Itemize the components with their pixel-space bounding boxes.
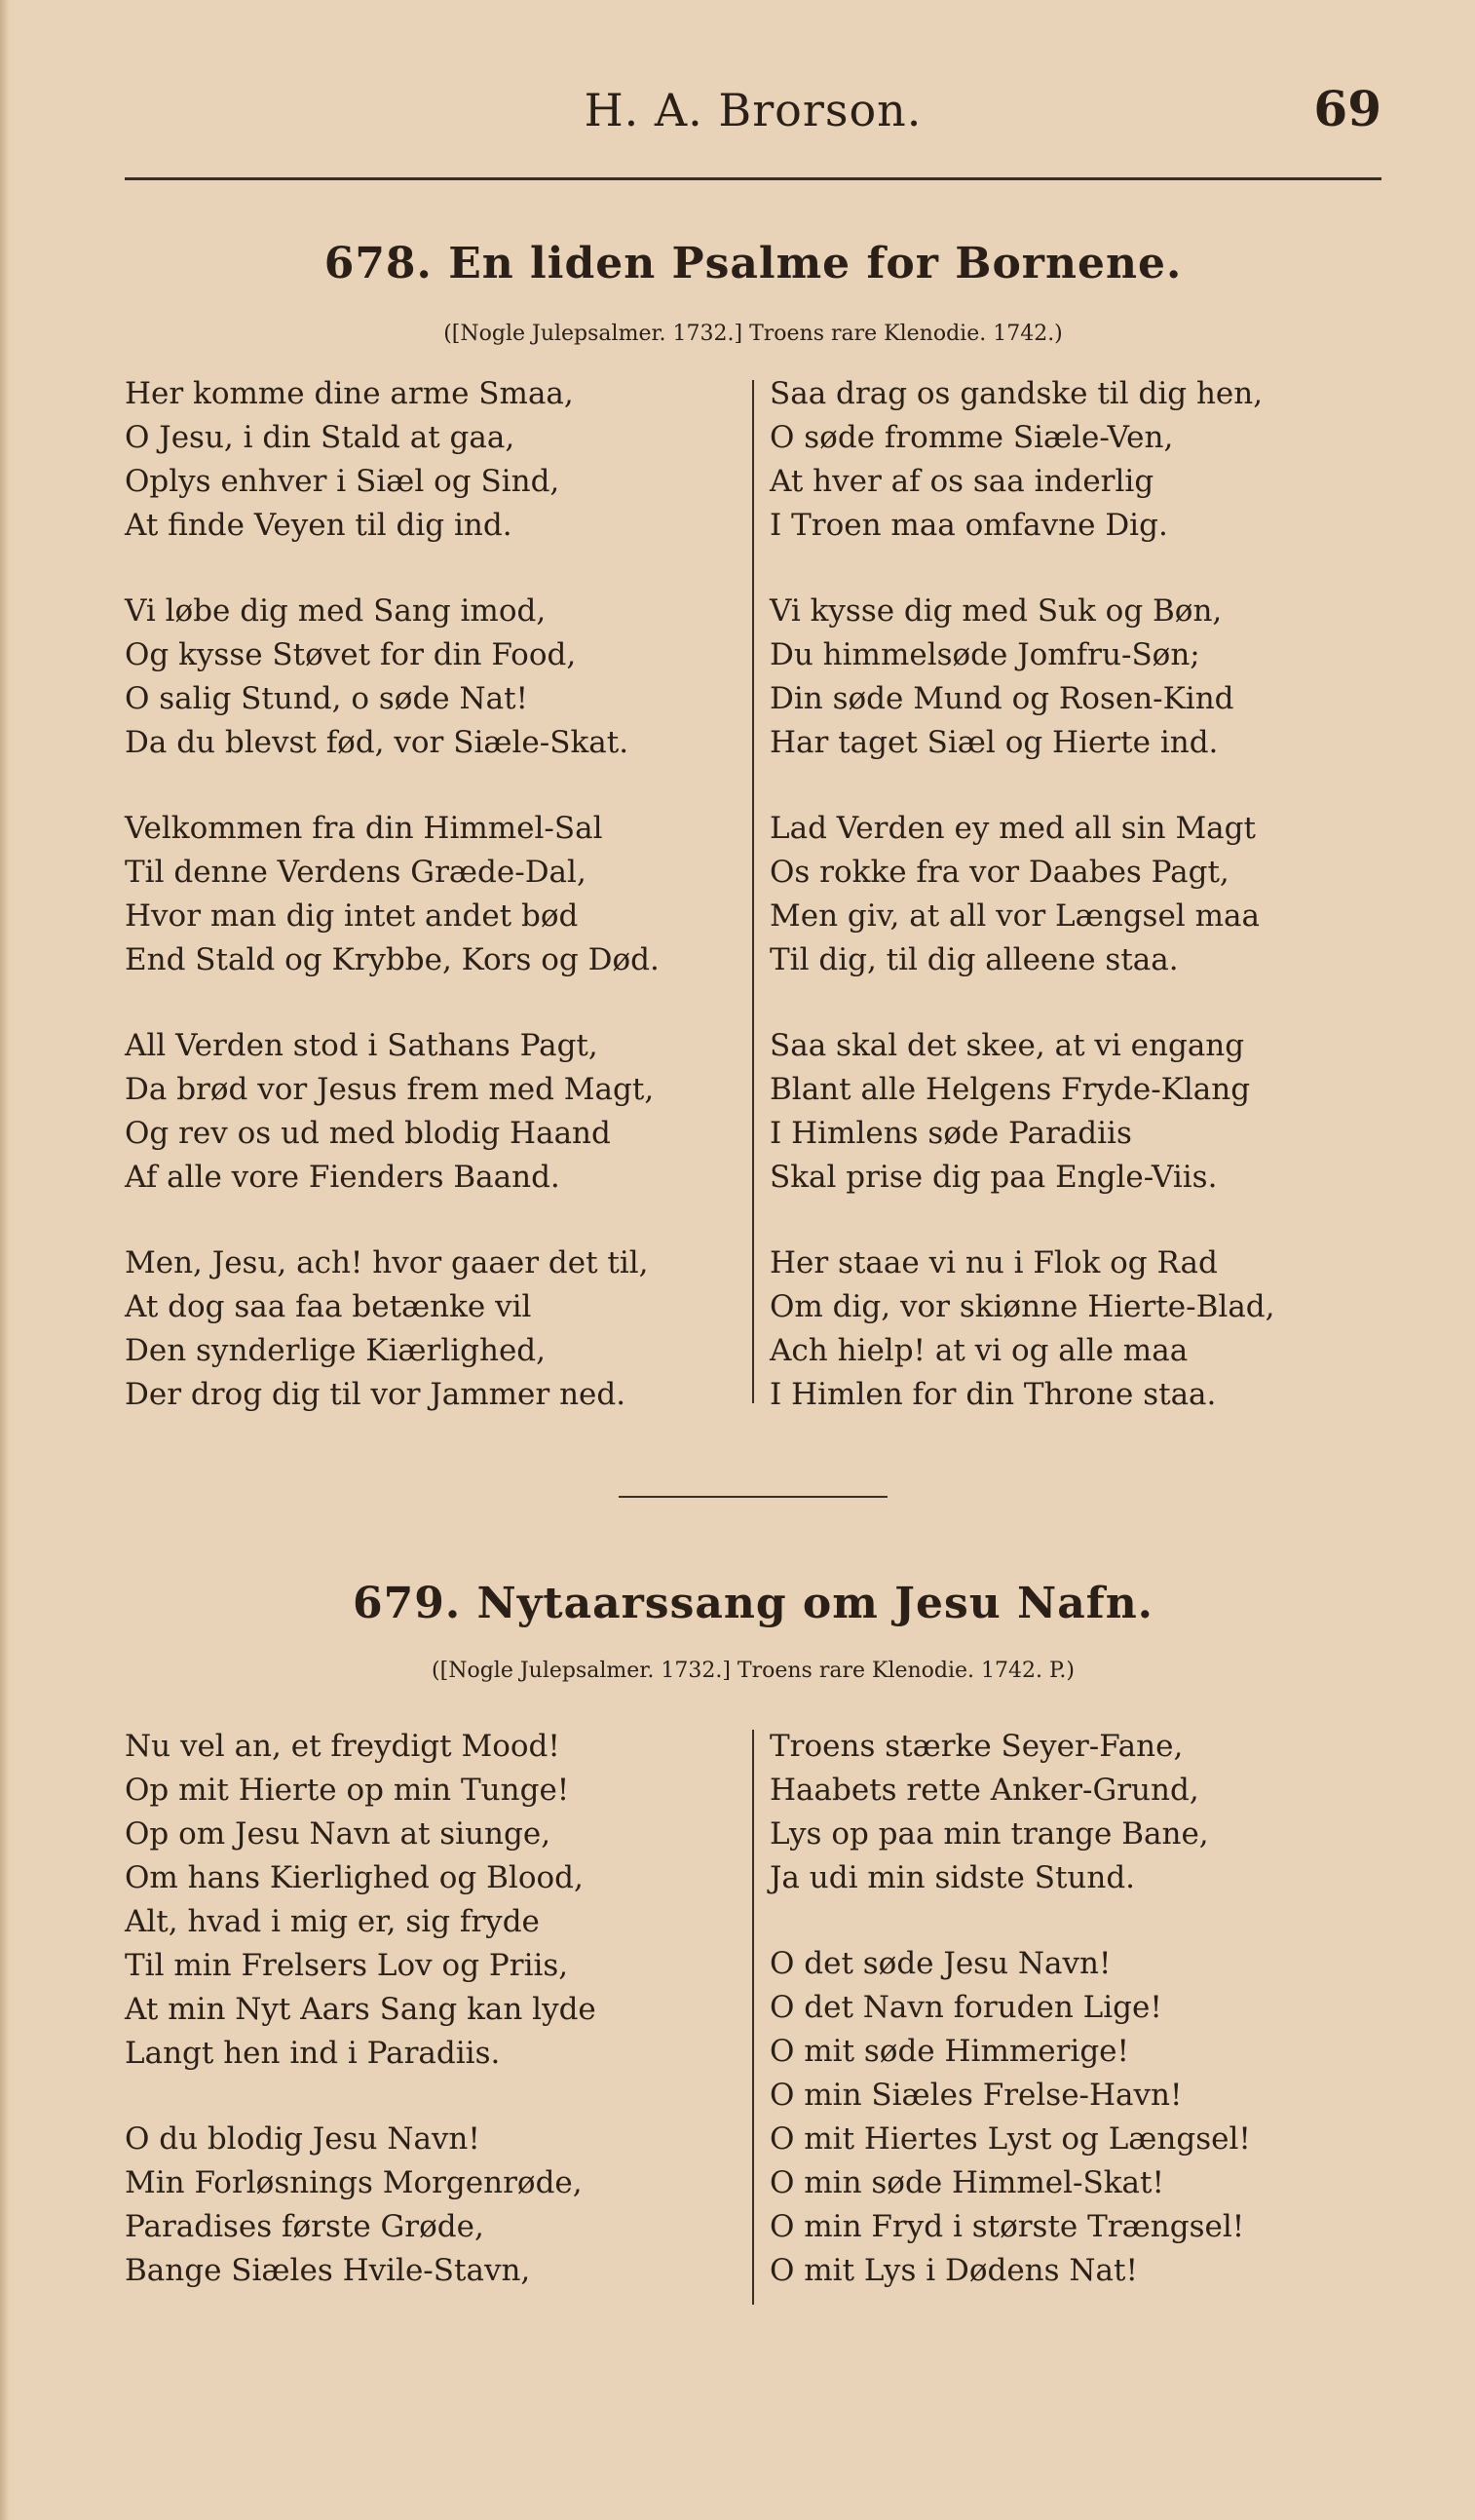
hymn-679-sources: ([Nogle Julepsalmer. 1732.] Troens rare Klenodie. 1742. P.): [432, 1659, 1075, 1683]
column-divider: [752, 380, 754, 1403]
verse-line: Til min Frelsers Lov og Priis,: [125, 1948, 569, 1983]
verse-line: Saa drag os gandske til dig hen,: [770, 376, 1264, 411]
verse-line: Den synderlige Kiærlighed,: [125, 1333, 547, 1368]
hymn-title: Nytaarssang om Jesu Nafn.: [476, 1579, 1154, 1628]
page-edge: [0, 0, 10, 2520]
verse-line: Op mit Hierte op min Tunge!: [125, 1773, 570, 1808]
verse-line: I Troen maa omfavne Dig.: [770, 508, 1168, 543]
verse-line: O mit søde Himmerige!: [770, 2034, 1129, 2069]
verse-line: Her staae vi nu i Flok og Rad: [770, 1245, 1218, 1280]
stanza: [770, 807, 1275, 982]
verse-line: Bange Siæles Hvile-Stavn,: [125, 2253, 531, 2288]
verse-line: Lad Verden ey med all sin Magt: [770, 811, 1256, 846]
verse-line: I Himlen for din Throne staa.: [770, 1377, 1217, 1412]
verse-line: Af alle vore Fienders Baand.: [125, 1160, 560, 1195]
hymn-number: 679.: [352, 1579, 462, 1628]
verse-line: O min søde Himmel-Skat!: [770, 2165, 1164, 2200]
verse-line: All Verden stod i Sathans Pagt,: [125, 1028, 598, 1063]
verse-line: Os rokke fra vor Daabes Pagt,: [770, 855, 1229, 890]
verse-line: Her komme dine arme Smaa,: [125, 376, 574, 411]
header-rule: [125, 177, 1381, 180]
verse-line: O du blodig Jesu Navn!: [125, 2121, 480, 2157]
verse-line: O søde fromme Siæle-Ven,: [770, 420, 1174, 455]
verse-line: O mit Lys i Dødens Nat!: [770, 2253, 1138, 2288]
verse-line: Da brød vor Jesus frem med Magt,: [125, 1072, 655, 1107]
stanza: [125, 807, 660, 982]
verse-line: Op om Jesu Navn at siunge,: [125, 1816, 551, 1852]
verse-line: Om hans Kierlighed og Blood,: [125, 1860, 584, 1895]
verse-line: Alt, hvad i mig er, sig fryde: [125, 1904, 540, 1939]
verse-line: Troens stærke Seyer-Fane,: [770, 1729, 1184, 1764]
hymn-679-right-column: [770, 1725, 1251, 2293]
verse-line: Vi kysse dig med Suk og Bøn,: [770, 593, 1223, 629]
stanza: [770, 1241, 1275, 1417]
verse-line: O Jesu, i din Stald at gaa,: [125, 420, 515, 455]
hymn-679-left-column: [125, 1725, 596, 2293]
verse-line: At dog saa faa betænke vil: [125, 1289, 532, 1324]
verse-line: Lys op paa min trange Bane,: [770, 1816, 1209, 1852]
stanza: [125, 1725, 596, 2076]
verse-line: O min Siæles Frelse-Havn!: [770, 2078, 1183, 2113]
column-divider: [752, 1730, 754, 2305]
verse-line: Til denne Verdens Græde-Dal,: [125, 855, 586, 890]
verse-line: Saa skal det skee, at vi engang: [770, 1028, 1245, 1063]
verse-line: Blant alle Helgens Fryde-Klang: [770, 1072, 1251, 1107]
verse-line: Og rev os ud med blodig Haand: [125, 1116, 611, 1151]
verse-line: Haabets rette Anker-Grund,: [770, 1773, 1199, 1808]
hymn-678-sources: ([Nogle Julepsalmer. 1732.] Troens rare Klenodie. 1742.): [443, 322, 1063, 346]
hymn-679-heading: [125, 1579, 1381, 1628]
verse-line: O salig Stund, o søde Nat!: [125, 681, 529, 716]
stanza: [770, 590, 1275, 765]
stanza: [125, 1024, 660, 1200]
verse-line: Og kysse Støvet for din Food,: [125, 637, 577, 672]
verse-line: Men giv, at all vor Længsel maa: [770, 898, 1260, 934]
verse-line: Vi løbe dig med Sang imod,: [125, 593, 547, 629]
section-divider: [619, 1496, 888, 1498]
verse-line: Skal prise dig paa Engle-Viis.: [770, 1160, 1218, 1195]
stanza: [125, 2118, 596, 2293]
verse-line: Hvor man dig intet andet bød: [125, 898, 579, 934]
verse-line: Oplys enhver i Siæl og Sind,: [125, 464, 560, 499]
verse-line: O det søde Jesu Navn!: [770, 1946, 1112, 1981]
verse-line: Nu vel an, et freydigt Mood!: [125, 1729, 560, 1764]
stanza: [770, 372, 1275, 548]
verse-line: O min Fryd i største Trængsel!: [770, 2209, 1245, 2244]
running-title: H. A. Brorson.: [584, 84, 923, 136]
verse-line: Ja udi min sidste Stund.: [770, 1860, 1136, 1895]
verse-line: O det Navn foruden Lige!: [770, 1990, 1162, 2025]
verse-line: Din søde Mund og Rosen-Kind: [770, 681, 1234, 716]
verse-line: Langt hen ind i Paradiis.: [125, 2036, 501, 2071]
verse-line: Ach hielp! at vi og alle maa: [770, 1333, 1189, 1368]
verse-line: Min Forløsnings Morgenrøde,: [125, 2165, 583, 2200]
stanza: [125, 1241, 660, 1417]
verse-line: Men, Jesu, ach! hvor gaaer det til,: [125, 1245, 649, 1280]
verse-line: O mit Hiertes Lyst og Længsel!: [770, 2121, 1251, 2157]
stanza: [770, 1024, 1275, 1200]
stanza: [770, 1725, 1251, 1900]
hymn-title: En liden Psalme for Bornene.: [448, 239, 1183, 288]
verse-line: At hver af os saa inderlig: [770, 464, 1154, 499]
verse-line: Du himmelsøde Jomfru-Søn;: [770, 637, 1200, 672]
stanza: [125, 590, 660, 765]
verse-line: Der drog dig til vor Jammer ned.: [125, 1377, 626, 1412]
verse-line: At min Nyt Aars Sang kan lyde: [125, 1992, 596, 2027]
hymn-678-heading: [125, 239, 1381, 288]
hymn-number: 678.: [323, 239, 433, 288]
verse-line: End Stald og Krybbe, Kors og Død.: [125, 942, 660, 977]
verse-line: I Himlens søde Paradiis: [770, 1116, 1132, 1151]
verse-line: Velkommen fra din Himmel-Sal: [125, 811, 603, 846]
page-number: 69: [1313, 80, 1381, 137]
verse-line: Om dig, vor skiønne Hierte-Blad,: [770, 1289, 1275, 1324]
verse-line: Til dig, til dig alleene staa.: [770, 942, 1179, 977]
verse-line: Paradises første Grøde,: [125, 2209, 484, 2244]
stanza: [770, 1942, 1251, 2293]
stanza: [125, 372, 660, 548]
hymn-678-left-column: [125, 372, 660, 1417]
page-header: [125, 80, 1381, 152]
verse-line: At finde Veyen til dig ind.: [125, 508, 512, 543]
hymn-678-right-column: [770, 372, 1275, 1417]
verse-line: Har taget Siæl og Hierte ind.: [770, 725, 1219, 760]
verse-line: Da du blevst fød, vor Siæle-Skat.: [125, 725, 629, 760]
